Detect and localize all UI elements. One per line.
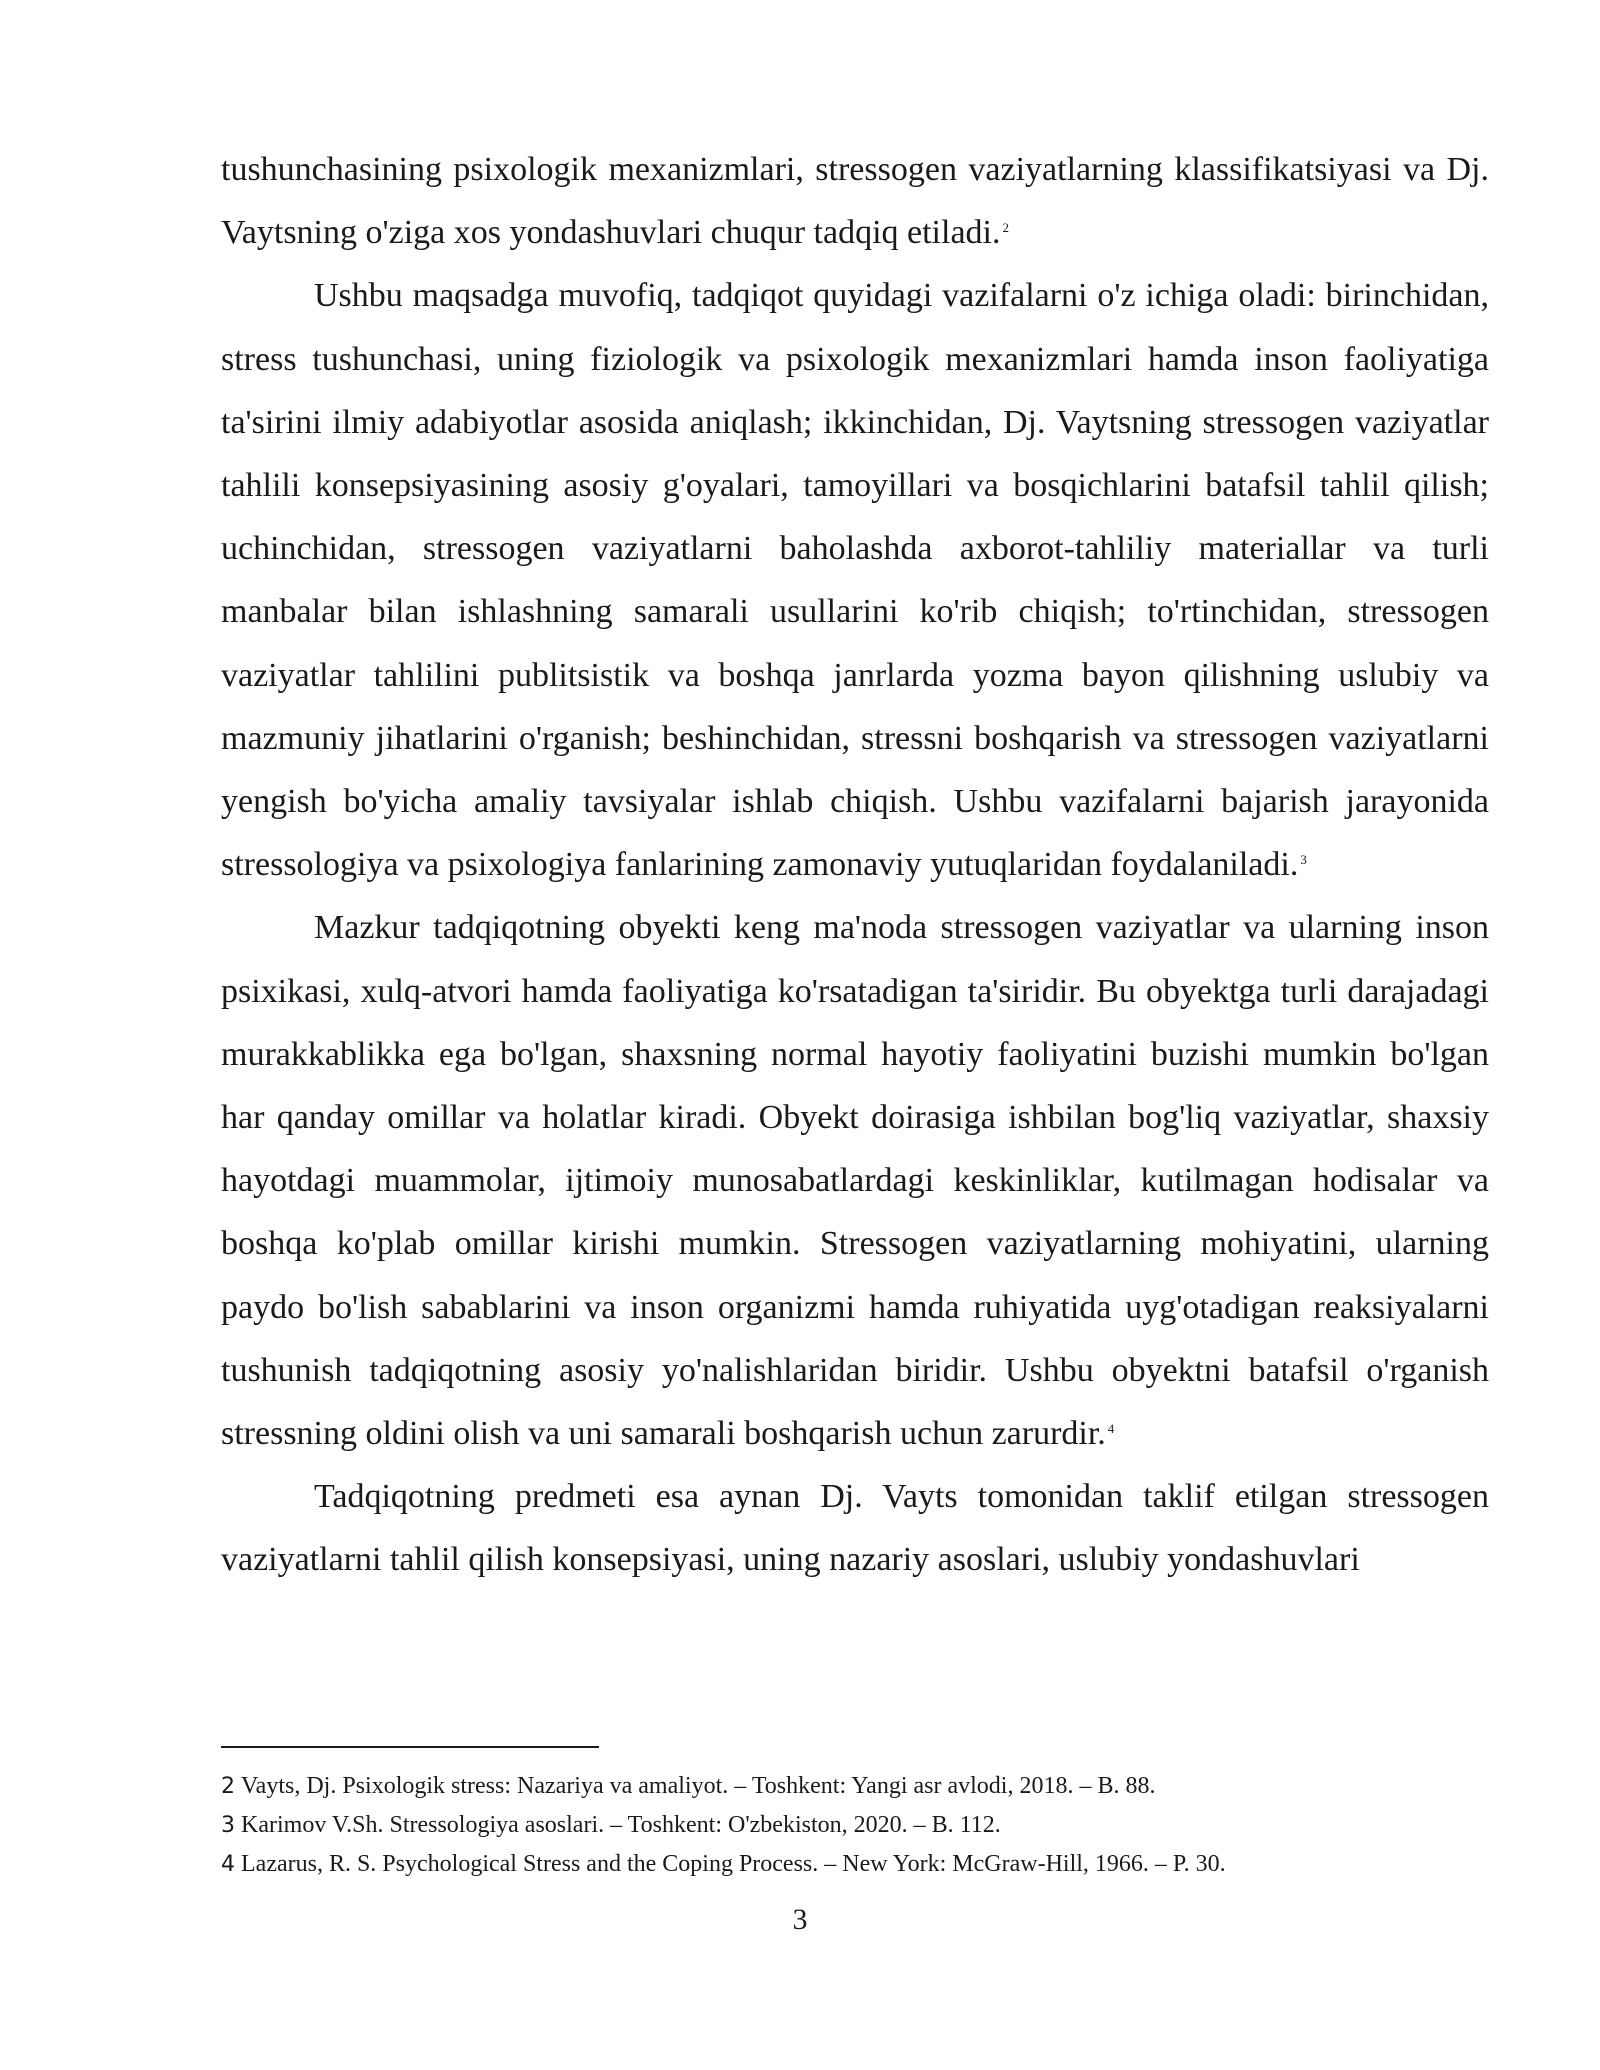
footnote-number: 4 (221, 1852, 235, 1877)
paragraph-tasks (221, 264, 1489, 896)
paragraph-text: Mazkur tadqiqotning obyekti keng ma'noda stressogen vaziyatlar va ularning inson psixikasi, xulq-atvori hamda faoliyatiga ko'rsatadigan ta'siridir. Bu obyektga turli darajadagi murakkablikka ega bo'lgan, shaxsning normal hayotiy faoliyatini buzishi mumkin bo'lgan har qanday omillar va holatlar kiradi. Obyekt doirasiga ishbilan bog'liq vaziyatlar, shaxsiy hayotdagi muammolar, ijtimoiy munosabatlardagi keskinliklar, kutilmagan hodisalar va boshqa ko'plab omillar kirishi mumkin. Stressogen vaziyatlarning mohiyatini, ularning paydo bo'lish sabablarini va inson organizmi hamda ruhiyatida uyg'otadigan reaksiyalarni tushunish tadqiqotning asosiy yo'nalishlaridan biridir. Ushbu obyektni batafsil o'rganish stressning oldini olish va uni samarali boshqarish uchun zarurdir. (221, 909, 1489, 1453)
paragraph-subject (221, 1465, 1489, 1591)
footnote-text: Lazarus, R. S. Psychological Stress and the Coping Process. – New York: McGraw-Hill, 1966. – P. 30. (241, 1851, 1226, 1877)
body-text (221, 138, 1489, 1592)
footnote-reference: 3 (1300, 852, 1307, 868)
footnote-item (221, 1767, 1489, 1806)
page-number: 3 (792, 1903, 808, 1936)
paragraph-text: Tadqiqotning predmeti esa aynan Dj. Vayts tomonidan taklif etilgan stressogen vaziyatlarni tahlil qilish konsepsiyasi, uning nazariy asoslari, uslubiy yondashuvlari (221, 1478, 1489, 1579)
footnote-item (221, 1845, 1489, 1884)
paragraph-continuation (221, 138, 1489, 264)
footnote-number: 2 (221, 1774, 235, 1799)
footnote-text: Karimov V.Sh. Stressologiya asoslari. – Toshkent: O'zbekiston, 2020. – B. 112. (241, 1812, 1001, 1838)
paragraph-text: tushunchasining psixologik mexanizmlari, stressogen vaziyatlarning klassifikatsiyasi va Dj. Vaytsning o'ziga xos yondashuvlari chuqur tadqiq etiladi. (221, 151, 1489, 252)
footnote-reference: 4 (1107, 1421, 1115, 1437)
footnote-reference: 2 (1002, 220, 1009, 236)
footnote-number: 3 (221, 1813, 235, 1838)
paragraph-object (221, 896, 1489, 1465)
footnote-item (221, 1806, 1489, 1845)
footnote-separator (221, 1746, 599, 1748)
footnote-text: Vayts, Dj. Psixologik stress: Nazariya va amaliyot. – Toshkent: Yangi asr avlodi, 2018. – B. 88. (241, 1773, 1156, 1799)
footnotes (221, 1767, 1489, 1884)
paragraph-text: Ushbu maqsadga muvofiq, tadqiqot quyidagi vazifalarni o'z ichiga oladi: birinchidan, stress tushunchasi, uning fiziologik va psixologik mexanizmlari hamda inson faoliyatiga ta'sirini ilmiy adabiyotlar asosida aniqlash; ikkinchidan, Dj. Vaytsning stressogen vaziyatlar tahlili konsepsiyasining asosiy g'oyalari, tamoyillari va bosqichlarini batafsil tahlil qilish; uchinchidan, stressogen vaziyatlarni baholashda axborot-tahliliy materiallar va turli manbalar bilan ishlashning samarali usullarini ko'rib chiqish; to'rtinchidan, stressogen vaziyatlar tahlilini publitsistik va boshqa janrlarda yozma bayon qilishning uslubiy va mazmuniy jihatlarini o'rganish; beshinchidan, stressni boshqarish va stressogen vaziyatlarni yengish bo'yicha amaliy tavsiyalar ishlab chiqish. Ushbu vazifalarni bajarish jarayonida stressologiya va psixologiya fanlarining zamonaviy yutuqlaridan foydalaniladi. (221, 277, 1489, 884)
